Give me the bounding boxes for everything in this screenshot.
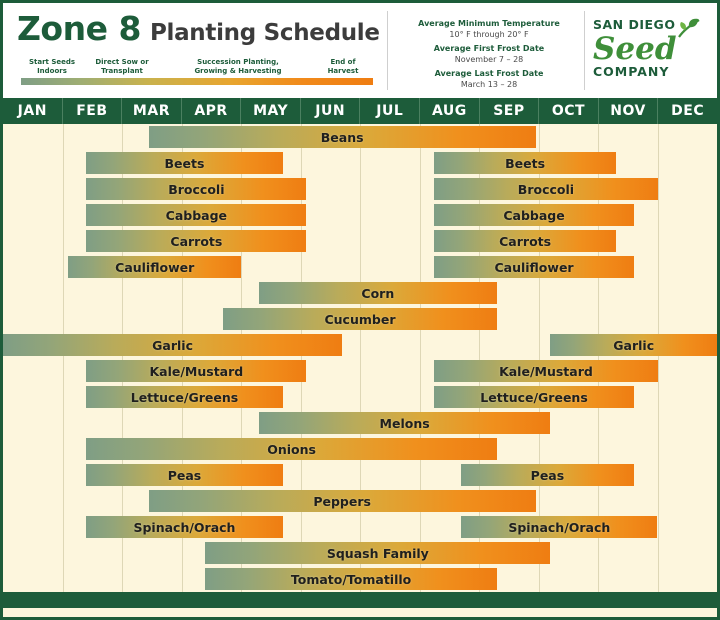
title-block [3, 3, 387, 92]
crop-bar [86, 438, 497, 460]
crop-label: Carrots [170, 233, 223, 249]
crop-row [3, 126, 717, 148]
month-oct: OCT [539, 98, 599, 124]
crop-row [3, 568, 717, 590]
company-logo [584, 11, 717, 90]
crop-bar [86, 360, 306, 382]
crop-bar [434, 178, 657, 200]
chart-plot-area [3, 124, 717, 592]
crop-row [3, 490, 717, 512]
crop-row [3, 230, 717, 252]
crop-label: Beans [320, 129, 364, 145]
crop-label: Squash Family [326, 545, 429, 561]
crop-row [3, 386, 717, 408]
legend-item-succession: Succession Planting, Growing & Harvesting [194, 58, 282, 75]
crop-bar [223, 308, 497, 330]
month-jul: JUL [360, 98, 420, 124]
crop-bar [205, 568, 497, 590]
crop-label: Beets [164, 155, 205, 171]
crop-row [3, 464, 717, 486]
logo-line-san-diego: SAN DIEGO [593, 17, 676, 32]
crop-bar [259, 282, 497, 304]
page-subtitle: Planting Schedule [149, 20, 380, 46]
crop-label: Melons [379, 415, 430, 431]
frost-info [387, 11, 584, 90]
crop-bar [68, 256, 241, 278]
crop-label: Onions [267, 441, 316, 457]
crop-bar [434, 152, 615, 174]
frost-row-last-frost: Average Last Frost Date March 13 – 28 [434, 69, 544, 89]
crop-bar [86, 178, 306, 200]
title-line [17, 9, 387, 48]
crop-label: Cabbage [503, 207, 565, 223]
logo-line-company: COMPANY [593, 64, 670, 79]
legend-item-direct-sow: Direct Sow or Transplant [95, 58, 149, 75]
crop-label: Beets [505, 155, 546, 171]
crop-label: Peas [530, 467, 565, 483]
month-apr: APR [182, 98, 242, 124]
frost-row-first-frost: Average First Frost Date November 7 – 28 [433, 44, 545, 64]
crop-label: Broccoli [517, 181, 575, 197]
crop-bar [86, 386, 282, 408]
crop-row [3, 152, 717, 174]
frost-row-min-temp: Average Minimum Temperature 10° F through 20° F [418, 19, 560, 39]
crop-bar [461, 516, 657, 538]
crop-bar [461, 464, 634, 486]
legend [17, 58, 387, 92]
month-jun: JUN [301, 98, 361, 124]
crop-label: Garlic [152, 337, 193, 353]
crop-label: Peppers [313, 493, 371, 509]
crop-bar [434, 204, 633, 226]
sprout-icon [675, 17, 701, 44]
crop-row [3, 334, 717, 356]
month-nov: NOV [599, 98, 659, 124]
crop-bar [434, 230, 615, 252]
crop-label: Carrots [499, 233, 552, 249]
crop-row [3, 308, 717, 330]
crop-label: Kale/Mustard [499, 363, 593, 379]
crop-label: Spinach/Orach [133, 519, 236, 535]
crop-bar [86, 152, 282, 174]
month-dec: DEC [671, 103, 705, 119]
month-aug: AUG [420, 98, 480, 124]
crop-bar [434, 256, 633, 278]
crop-bar [149, 126, 536, 148]
crop-label: Kale/Mustard [149, 363, 244, 379]
legend-gradient-bar [21, 78, 373, 85]
crop-label: Tomato/Tomatillo [290, 571, 412, 587]
month-may: MAY [241, 98, 301, 124]
crop-bar [86, 230, 306, 252]
month-jan: JAN [3, 98, 63, 124]
crop-label: Broccoli [168, 181, 225, 197]
month-feb: FEB [63, 98, 123, 124]
month-sep: SEP [480, 98, 540, 124]
crop-label: Corn [361, 285, 395, 301]
crop-bar [259, 412, 551, 434]
crop-row [3, 438, 717, 460]
crop-label: Cucumber [324, 311, 396, 327]
crop-row [3, 412, 717, 434]
crop-bar [149, 490, 536, 512]
month-header-row [3, 98, 717, 124]
crop-label: Cabbage [165, 207, 228, 223]
crop-label: Peas [167, 467, 202, 483]
crop-bar [86, 516, 282, 538]
crop-label: Cauliflower [115, 259, 195, 275]
crop-row [3, 542, 717, 564]
crop-label: Cauliflower [494, 259, 574, 275]
crop-row [3, 282, 717, 304]
legend-item-start-seeds: Start Seeds Indoors [28, 58, 76, 75]
crop-row [3, 256, 717, 278]
crop-bar [86, 204, 306, 226]
chart-header [3, 3, 717, 98]
logo-line-seed: Seed [593, 31, 677, 67]
crop-label: Spinach/Orach [508, 519, 611, 535]
crop-row [3, 178, 717, 200]
crop-label: Lettuce/Greens [480, 389, 588, 405]
crop-row [3, 516, 717, 538]
crop-bar [86, 464, 282, 486]
crop-rows [3, 124, 717, 592]
crop-bar [550, 334, 717, 356]
chart-footer-bar [3, 592, 717, 608]
legend-item-end-harvest: End of Harvest [327, 58, 359, 75]
crop-row [3, 360, 717, 382]
crop-bar [3, 334, 342, 356]
crop-bar [434, 386, 633, 408]
crop-bar [434, 360, 657, 382]
crop-bar [205, 542, 550, 564]
crop-label: Garlic [613, 337, 655, 353]
month-mar: MAR [122, 98, 182, 124]
page-title: Zone 8 [17, 9, 141, 48]
crop-label: Lettuce/Greens [130, 389, 239, 405]
crop-row [3, 204, 717, 226]
